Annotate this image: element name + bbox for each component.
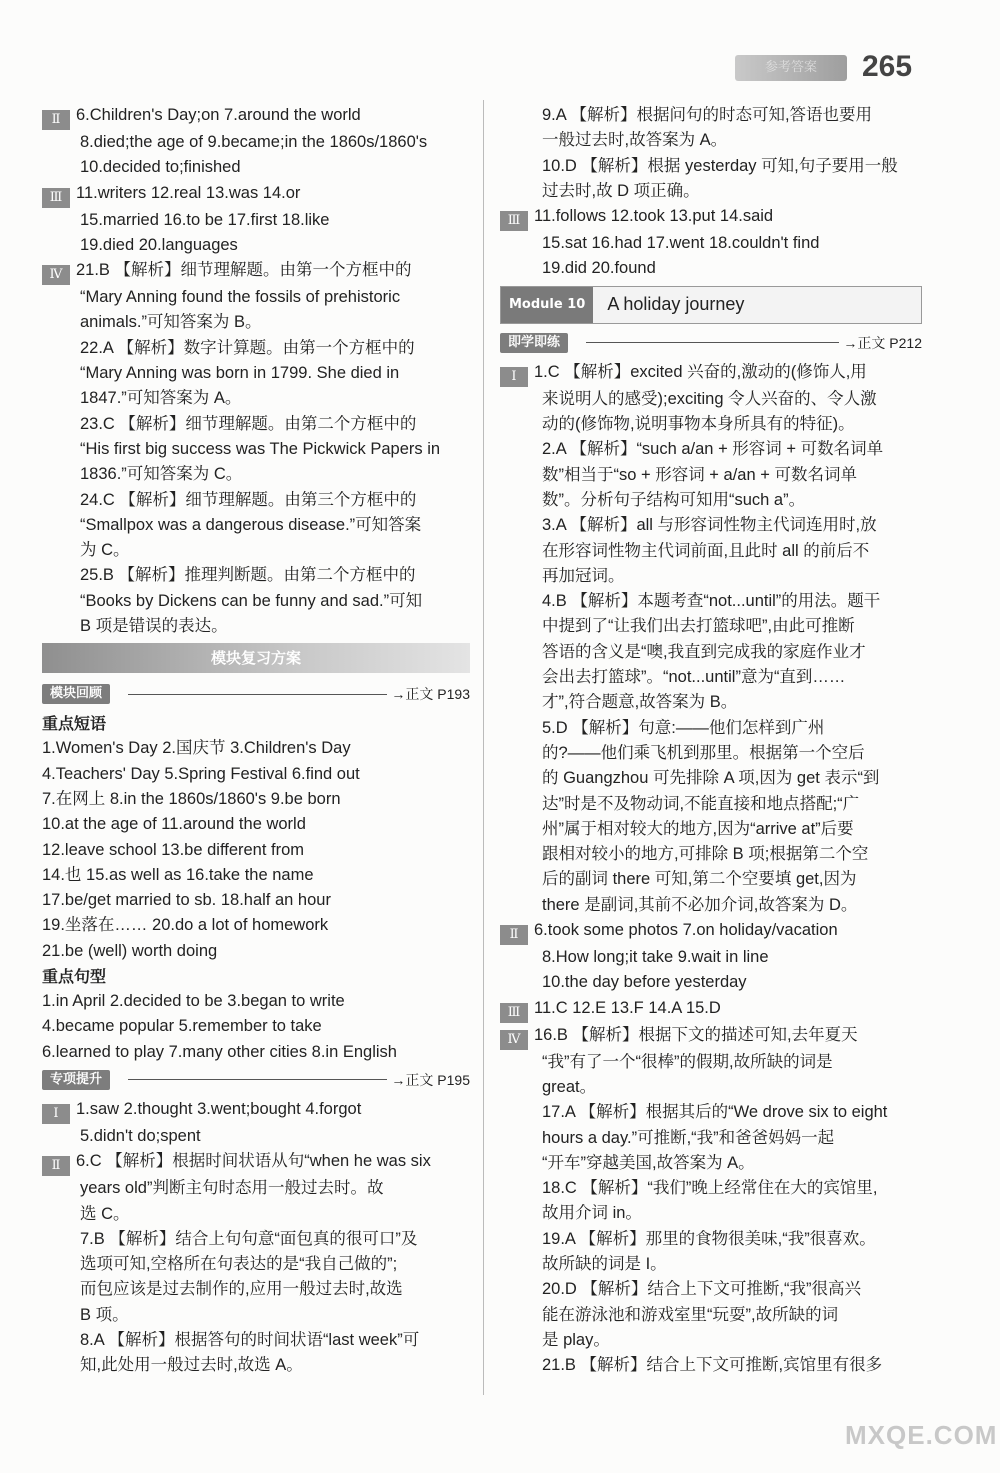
answer-line [42,310,470,335]
answer-text: 4.became popular 5.remember to take [42,1017,322,1036]
answer-text: 20.D 【解析】结合上下文可推断,“我”很高兴 [542,1280,862,1299]
section-badge: Ⅳ [42,265,70,285]
module-review-page-ref: →正文 P193 [391,686,470,703]
answer-line [42,538,470,563]
answer-text: “Books by Dickens can be funny and sad.”可知 [80,591,423,610]
answer-text: 8.A 【解析】根据答句的时间状语“last week”可 [80,1330,420,1349]
answer-line [500,640,922,665]
answer-text: 1.in April 2.decided to be 3.began to write [42,992,345,1011]
answer-line [500,1252,922,1277]
answer-line [42,812,470,837]
answer-line [42,1202,470,1227]
answer-text: great。 [542,1077,597,1096]
answer-text: B 项是错误的表达。 [80,617,228,636]
special-practice-subheader [42,1067,470,1093]
answer-line [42,1176,470,1201]
answer-text: 选项可知,空格所在句表达的是“我自己做的”; [80,1255,398,1274]
answer-line [42,513,470,538]
answer-line [42,285,470,310]
answer-line [42,233,470,258]
answer-line [500,437,922,462]
answer-line [500,1353,922,1378]
answer-line [500,488,922,513]
answer-text: 21.B 【解析】结合上下文可推断,宾馆里有很多 [542,1356,883,1375]
answer-text: 7.B 【解析】结合上句句意“面包真的很可口”及 [80,1229,418,1248]
subheader-rule [586,342,839,343]
answer-text: 6.learned to play 7.many other cities 8.in English [42,1042,397,1061]
subheader-rule [128,694,387,695]
answer-text: 22.A 【解析】数字计算题。由第一个方框中的 [80,338,415,357]
answer-line [500,614,922,639]
answer-text: 7.在网上 8.in the 1860s/1860's 9.be born [42,789,341,808]
answer-text: 15.married 16.to be 17.first 18.like [80,210,330,229]
left-answer-block [42,103,470,639]
right-column [500,103,922,1378]
answer-text: 才”,符合题意,故答案为 B。 [542,693,738,712]
answer-text: 17.A 【解析】根据其后的“We drove six to eight [542,1103,888,1122]
answer-line [42,1097,470,1124]
answer-line [500,1023,922,1050]
answer-text: 11.C 12.E 13.F 14.A 15.D [534,998,721,1017]
answer-text: 12.leave school 13.be different from [42,840,305,859]
section-badge: Ⅰ [42,1104,70,1124]
answer-line [42,913,470,938]
section-badge: Ⅱ [42,1156,70,1176]
answer-text: 16.B 【解析】根据下文的描述可知,去年夏天 [534,1025,858,1044]
answer-line [42,589,470,614]
answer-line [500,128,922,153]
answer-text: 是 play。 [542,1330,610,1349]
practice-page-ref: →正文 P212 [843,334,922,351]
answer-line [500,690,922,715]
answer-line [500,792,922,817]
answer-text: 21.be (well) worth doing [42,941,218,960]
answer-line [500,1100,922,1125]
answer-line [42,1328,470,1353]
answer-text: 10.D 【解析】根据 yesterday 可知,句子要用一般 [542,156,898,175]
answer-line [500,867,922,892]
answer-line [500,817,922,842]
answer-text: 1847.”可知答案为 A。 [80,389,242,408]
column-divider [483,100,484,1395]
answer-text: “Mary Anning was born in 1799. She died in [80,364,400,383]
key-sentences-list [42,989,470,1065]
answer-text: 15.sat 16.had 17.went 18.couldn't find [542,234,820,253]
answer-text: years old”判断主句时态用一般过去时。故 [80,1179,384,1198]
section-badge: Ⅱ [500,925,528,945]
key-phrases-list [42,736,470,964]
answer-text: 答语的含义是“噢,我直到完成我的家庭作业才 [542,642,866,661]
answer-line [42,103,470,130]
answer-line [42,1252,470,1277]
answer-line [42,130,470,155]
answer-text: 选 C。 [80,1204,130,1223]
answer-text: 6.C 【解析】根据时间状语从句“when he was six [76,1152,431,1171]
answer-line [500,231,922,256]
answer-line [500,204,922,231]
answer-text: “His first big success was The Pickwick Papers in [80,439,441,458]
answer-text: 1.Women's Day 2.国庆节 3.Children's Day [42,739,351,758]
section-badge: Ⅳ [500,1030,528,1050]
answer-line [42,386,470,411]
answer-text: 11.follows 12.took 13.put 14.said [534,207,774,226]
answer-text: 过去时,故 D 项正确。 [542,181,700,200]
answer-text: 再加冠词。 [542,566,625,585]
answer-text: 为 C。 [80,541,130,560]
answer-line [42,155,470,180]
answer-line [500,766,922,791]
practice-subheader [500,330,922,356]
answer-text: 知,此处用一般过去时,故选 A。 [80,1356,303,1375]
answer-line [500,1303,922,1328]
answer-line [42,838,470,863]
answer-line [500,970,922,995]
answer-line [500,1277,922,1302]
answer-text: 能在游泳池和游戏室里“玩耍”,故所缺的词 [542,1305,839,1324]
answer-line [500,1075,922,1100]
answer-text: 17.be/get married to sb. 18.half an hour [42,891,331,910]
answer-line [42,208,470,233]
answer-text: 2.A 【解析】“such a/an + 形容词 + 可数名词单 [542,440,884,459]
answer-line [500,665,922,690]
answer-line [42,361,470,386]
answer-line [42,336,470,361]
answer-text: 23.C 【解析】细节理解题。由第二个方框中的 [80,414,417,433]
answer-line [500,996,922,1023]
answer-text: 10.decided to;finished [80,158,241,177]
answer-text: 9.A 【解析】根据问句的时态可知,答语也要用 [542,106,873,124]
answer-text: 25.B 【解析】推理判断题。由第二个方框中的 [80,566,416,585]
answer-line [500,1201,922,1226]
answer-line [42,1149,470,1176]
answer-text: 而包应该是过去制作的,应用一般过去时,故选 [80,1280,403,1299]
answer-line [500,179,922,204]
module-tag: Module 10 [501,287,593,323]
answer-line [42,888,470,913]
answer-text: 18.C 【解析】“我们”晚上经常住在大的宾馆里, [542,1179,878,1198]
answer-text: 来说明人的感受);exciting 令人兴奋的、令人激 [542,389,877,408]
practice-answers [500,360,922,1379]
answer-text: 1.C 【解析】excited 兴奋的,激动的(修饰人,用 [534,362,867,381]
answer-line [500,1151,922,1176]
answer-text: 4.B 【解析】本题考查“not...until”的用法。题干 [542,592,881,611]
answer-text: 后的副词 there 可知,第二个空要填 get,因为 [542,870,857,889]
answer-text: 6.took some photos 7.on holiday/vacation [534,921,838,940]
answer-text: “开车”穿越美国,故答案为 A。 [542,1153,755,1172]
answer-line [42,736,470,761]
answer-line [500,564,922,589]
practice-pill: 即学即练 [500,333,568,353]
answer-line [500,945,922,970]
answer-line [500,589,922,614]
answer-line [500,387,922,412]
answer-line [42,1277,470,1302]
answer-line [42,412,470,437]
answer-line [500,103,922,128]
answer-line [42,1353,470,1378]
answer-text: animals.”可知答案为 B。 [80,313,262,332]
answer-text: 6.Children's Day;on 7.around the world [76,106,361,124]
answer-text: hours a day.”可推断,“我”和爸爸妈妈一起 [542,1128,835,1147]
answer-text: 数”相当于“so + 形容词 + a/an + 可数名词单 [542,465,857,484]
answer-line [42,1124,470,1149]
answer-line [500,463,922,488]
answer-line [500,1126,922,1151]
answer-line [500,741,922,766]
special-practice-answers [42,1097,470,1379]
subheader-rule [128,1079,387,1080]
answer-text: 中提到了“让我们出去打篮球吧”,由此可推断 [542,617,855,636]
answer-line [500,842,922,867]
answer-text: “我”有了一个“很棒”的假期,故所缺的词是 [542,1052,833,1071]
answer-text: 故用介词 in。 [542,1204,642,1223]
section-badge: Ⅰ [500,367,528,387]
module-review-subheader [42,681,470,707]
answer-text: there 是副词,其前不必加介词,故答案为 D。 [542,895,858,914]
header-band-label: 参考答案 [764,60,817,75]
answer-text: B 项。 [80,1305,129,1324]
answer-line [500,1227,922,1252]
answer-line [42,1040,470,1065]
answer-text: 州”属于相对较大的地方,因为“arrive at”后要 [542,819,854,838]
answer-text: 19.坐落在…… 20.do a lot of homework [42,916,329,935]
answer-text: 达”时是不及物动词,不能直接和地点搭配;“广 [542,794,860,813]
answer-text: 11.writers 12.real 13.was 14.or [76,183,301,202]
answer-text: “Mary Anning found the fossils of prehistoric [80,288,401,307]
answer-line [42,1227,470,1252]
answer-text: 的?——他们乘飞机到那里。根据第一个空后 [542,743,865,762]
answer-text: 5.didn't do;spent [80,1126,201,1145]
answer-text: 19.A 【解析】那里的食物很美味,“我”很喜欢。 [542,1229,876,1248]
answer-text: 故所缺的词是 I。 [542,1254,667,1273]
watermark: MXQE.COM [845,1420,998,1450]
answer-line [500,893,922,918]
answer-text: 19.died 20.languages [80,235,238,254]
page-number: 265 [862,50,913,83]
special-practice-pill: 专项提升 [42,1070,110,1090]
answer-line [500,1176,922,1201]
answer-line [500,918,922,945]
answer-line [42,787,470,812]
answer-text: “Smallpox was a dangerous disease.”可知答案 [80,515,422,534]
module-title: A holiday journey [607,294,745,315]
answer-text: 21.B 【解析】细节理解题。由第一个方框中的 [76,261,412,280]
answer-line [500,716,922,741]
key-sentences-heading: 重点句型 [42,967,107,987]
answer-text: 10.the day before yesterday [542,973,747,992]
answer-text: 1.saw 2.thought 3.went;bought 4.forgot [76,1099,362,1118]
module-title-box [500,286,922,324]
module-review-banner: 模块复习方案 [42,643,470,673]
answer-text: 数”。分析句子结构可知用“such a”。 [542,490,806,509]
answer-line [500,513,922,538]
answer-text: 动的(修饰物,说明事物本身所具有的特征)。 [542,415,855,434]
header-band [735,55,847,81]
answer-text: 的 Guangzhou 可先排除 A 项,因为 get 表示“到 [542,769,880,788]
answer-line [500,1328,922,1353]
module-review-pill: 模块回顾 [42,684,110,704]
answer-line [42,437,470,462]
answer-text: 4.Teachers' Day 5.Spring Festival 6.find out [42,764,360,783]
answer-line [500,256,922,281]
answer-line [500,154,922,179]
answer-line [42,181,470,208]
answer-line [42,488,470,513]
answer-line [500,539,922,564]
answer-line [500,1050,922,1075]
answer-line [42,614,470,639]
answer-text: 10.at the age of 11.around the world [42,815,306,834]
answer-line [42,258,470,285]
left-column [42,103,470,1379]
answer-line [42,462,470,487]
section-badge: Ⅲ [500,1003,528,1023]
section-badge: Ⅲ [500,211,528,231]
answer-text: 19.did 20.found [542,259,656,278]
answer-line [42,563,470,588]
answer-line [42,863,470,888]
answer-text: 会出去打篮球”。“not...until”意为“直到…… [542,668,846,687]
answer-line [42,762,470,787]
answer-line [500,360,922,387]
answer-text: 在形容词性物主代词前面,且此时 all 的前后不 [542,541,870,560]
answer-line [42,939,470,964]
answer-text: 14.也 15.as well as 16.take the name [42,865,314,884]
answer-text: 24.C 【解析】细节理解题。由第三个方框中的 [80,490,417,509]
answer-text: 1836.”可知答案为 C。 [80,465,243,484]
special-practice-page-ref: →正文 P195 [391,1071,470,1088]
answer-line [42,989,470,1014]
answer-text: 跟相对较小的地方,可排除 B 项;根据第二个空 [542,845,869,864]
answer-line [42,1303,470,1328]
right-top-answers [500,103,922,282]
answer-text: 5.D 【解析】句意:——他们怎样到广州 [542,718,825,737]
answer-text: 3.A 【解析】all 与形容词性物主代词连用时,放 [542,516,877,535]
section-badge: Ⅱ [42,110,70,130]
answer-text: 8.died;the age of 9.became;in the 1860s/1860's [80,133,428,151]
answer-text: 8.How long;it take 9.wait in line [542,948,769,967]
key-phrases-heading: 重点短语 [42,714,107,734]
answer-line [500,412,922,437]
answer-text: 一般过去时,故答案为 A。 [542,131,728,150]
section-badge: Ⅲ [42,188,70,208]
answer-line [42,1014,470,1039]
